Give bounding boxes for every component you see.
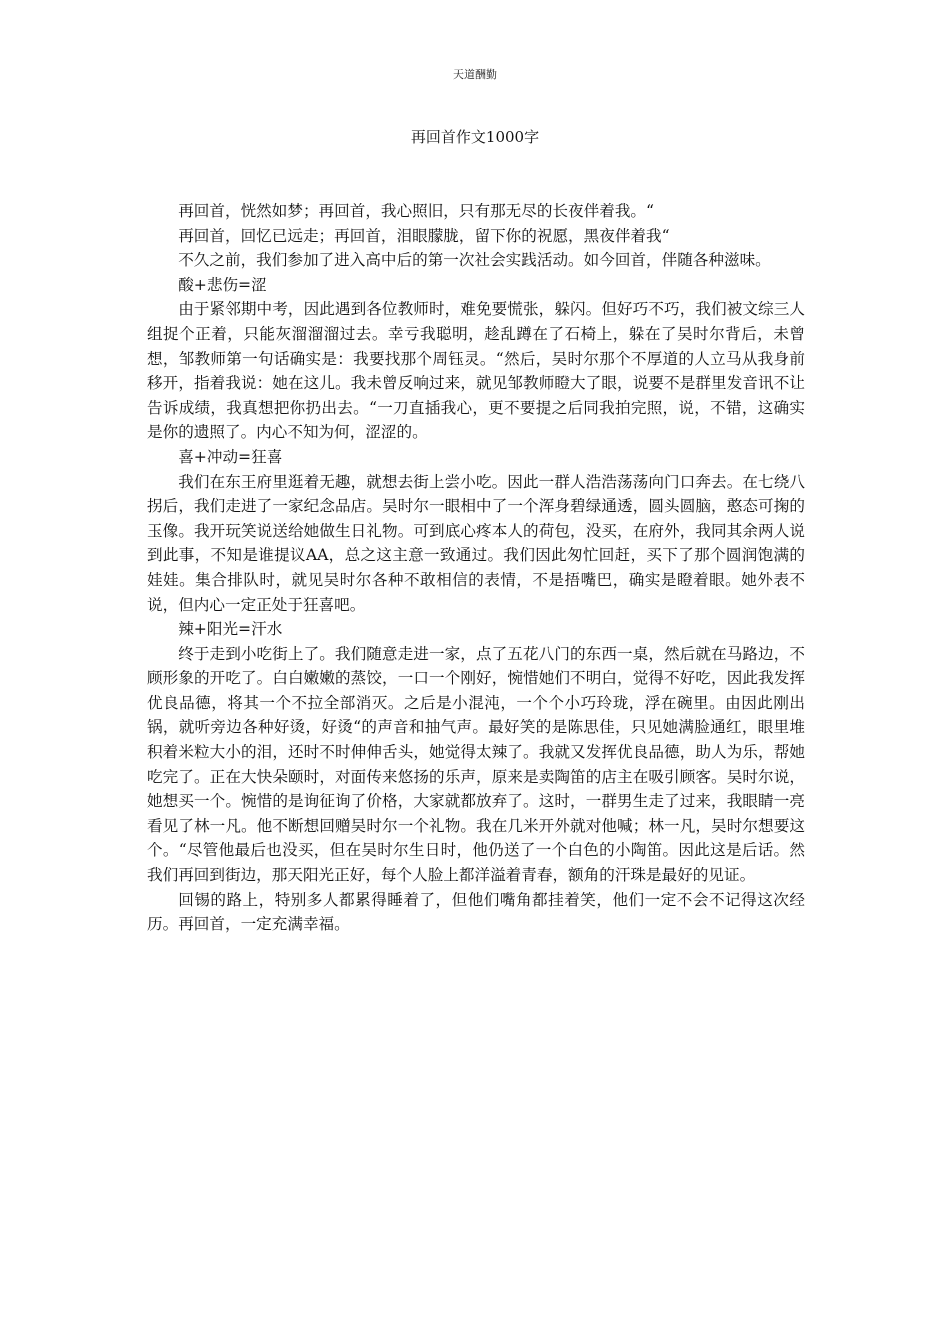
page-header: 天道酬勤 bbox=[453, 68, 497, 81]
essay-body bbox=[147, 199, 805, 937]
paragraph-9: 终于走到小吃街上了。我们随意走进一家，点了五花八门的东西一桌，然后就在马路边，不顾形象的开吃了。白白嫩嫩的蒸饺，一口一个刚好，惋惜她们不明白，觉得不好吃，因此我发挥优良品德，将其一个不拉全部消灭。之后是小混沌，一个个小巧玲珑，浮在碗里。由因此刚出锅，就听旁边各种好烫，好烫“的声音和抽气声。最好笑的是陈思佳，只见她满脸通红，眼里堆积着米粒大小的泪，还时不时伸伸舌头，她觉得太辣了。我就又发挥优良品德，助人为乐，帮她吃完了。正在大快朵颐时，对面传来悠扬的乐声，原来是卖陶笛的店主在吸引顾客。吴时尔说，她想买一个。惋惜的是询征询了价格，大家就都放弃了。这时，一群男生走了过来，我眼睛一亮看见了林一凡。他不断想回赠吴时尔一个礼物。我在几米开外就对他喊；林一凡，吴时尔想要这个。“尽管他最后也没买，但在吴时尔生日时，他仍送了一个白色的小陶笛。因此这是后话。然我们再回到街边，那天阳光正好，每个人脸上都洋溢着青春，额角的汗珠是最好的见证。 bbox=[147, 644, 805, 885]
section-heading-spicy: 辣+阳光=汗水 bbox=[178, 620, 283, 639]
section-heading-sour: 酸+悲伤=涩 bbox=[178, 275, 267, 294]
paragraph-3: 不久之前，我们参加了进入高中后的第一次社会实践活动。如今回首，伴随各种滋味。 bbox=[178, 251, 771, 270]
page-title: 再回首作文1000字 bbox=[410, 128, 540, 146]
paragraph-1: 再回首，恍然如梦；再回首，我心照旧，只有那无尽的长夜伴着我。“ bbox=[178, 202, 654, 220]
paragraph-7: 我们在东王府里逛着无趣，就想去街上尝小吃。因此一群人浩浩荡荡向门口奔去。在七绕八拐后，我们走进了一家纪念品店。吴时尔一眼相中了一个浑身碧绿通透，圆头圆脑，憨态可掬的玉像。我开玩笑说送给她做生日礼物。可到底心疼本人的荷包，没买，在府外，我同其余两人说到此事，不知是谁提议AA，总之这主意一致通过。我们因此匆忙回赶，买下了那个圆润饱满的娃娃。集合排队时，就见吴时尔各种不敢相信的表情，不是捂嘴巴，确实是瞪着眼。她外表不说，但内心一定正处于狂喜吧。 bbox=[147, 472, 805, 614]
paragraph-2: 再回首，回忆已远走；再回首，泪眼朦胧，留下你的祝愿，黑夜伴着我“ bbox=[178, 226, 670, 245]
paragraph-5: 由于紧邻期中考，因此遇到各位教师时，难免要慌张，躲闪。但好巧不巧，我们被文综三人组捉个正着，只能灰溜溜溜过去。幸亏我聪明，趁乱蹲在了石椅上，躲在了吴时尔背后，未曾想，邹教师第一句话确实是：我要找那个周钰灵。“然后，吴时尔那个不厚道的人立马从我身前移开，指着我说：她在这儿。我未曾反响过来，就见邹教师瞪大了眼，说要不是群里发音讯不让告诉成绩，我真想把你扔出去。“一刀直插我心，更不要提之后同我拍完照，说，不错，这确实是你的遗照了。内心不知为何，涩涩的。 bbox=[147, 300, 805, 442]
section-heading-joy: 喜+冲动=狂喜 bbox=[178, 447, 283, 466]
paragraph-10: 回锡的路上，特别多人都累得睡着了，但他们嘴角都挂着笑，他们一定不会不记得这次经历。再回首，一定充满幸福。 bbox=[147, 890, 805, 934]
